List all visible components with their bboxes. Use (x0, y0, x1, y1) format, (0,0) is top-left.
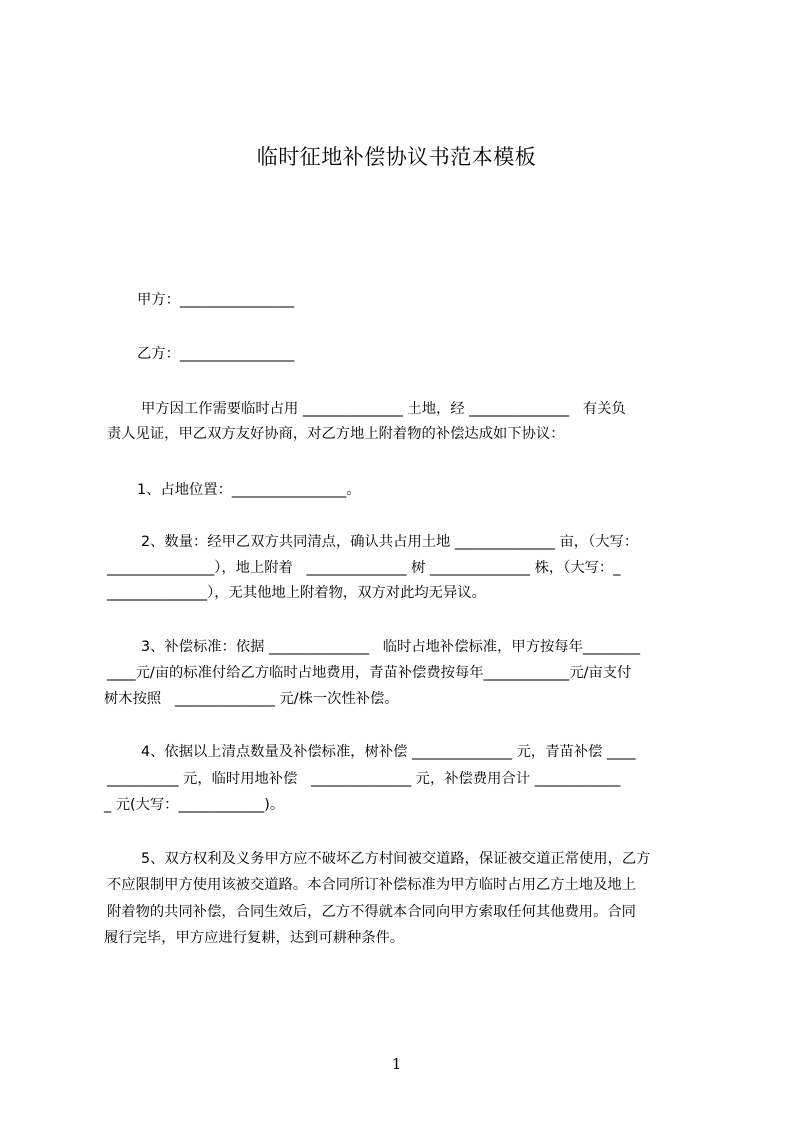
paragraph-1-line-1: 甲方因工作需要临时占用 ______________ 土地，经 ______________ 有关负 (141, 401, 626, 417)
clause-4-line-1: 4、依据以上清点数量及补偿标准，树补偿 ______________ 元，青苗补偿 ____ (141, 744, 636, 760)
page-number: 1 (391, 1055, 402, 1073)
clause-5-line-1: 5、双方权利及义务甲方应不破坏乙方村间被交道路，保证被交道正常使用，乙方 (141, 851, 651, 867)
clause-4-line-2: __________ 元，临时用地补偿 ______________ 元，补偿费用合计 ____________ (107, 771, 621, 787)
clause-2-line-1: 2、数量：经甲乙双方共同清点，确认共占用土地 ______________ 亩，（大写： (141, 534, 639, 550)
clause-3-line-3: 树木按照 ______________ 元/株一次性补偿。 (104, 691, 399, 707)
clause-5-line-2: 不应限制甲方使用该被交道路。本合同所订补偿标准为甲方临时占用乙方土地及地上 (107, 877, 636, 893)
clause-4-line-3: _ 元(大写：____________)。 (104, 797, 285, 813)
paragraph-1-line-2: 责人见证，甲乙双方友好协商，对乙方地上附着物的补偿达成如下协议： (107, 426, 565, 442)
clause-2-line-2: _______________），地上附着 ______________ 树 ______________ 株，（大写：_ (107, 560, 621, 576)
clause-1-line-1: 1、占地位置：________________。 (137, 482, 361, 498)
clause-5-line-3: 附着物的共同补偿，合同生效后，乙方不得就本合同向甲方索取任何其他费用。合同 (107, 904, 636, 920)
party-b-line: 乙方：________________ (137, 346, 295, 362)
clause-3-line-2: ____元/亩的标准付给乙方临时占地费用，青苗补偿费按每年____________元/亩支付 (107, 665, 632, 681)
clause-5-line-4: 履行完毕，甲方应进行复耕，达到可耕种条件。 (104, 930, 405, 946)
clause-3-line-1: 3、补偿标准：依据 ______________ 临时占地补偿标准，甲方按每年________ (141, 639, 641, 655)
document-title: 临时征地补偿协议书范本模板 (256, 145, 537, 169)
party-a-line: 甲方：________________ (137, 292, 295, 308)
clause-2-line-3: ______________），无其他地上附着物，双方对此均无异议。 (107, 585, 486, 601)
